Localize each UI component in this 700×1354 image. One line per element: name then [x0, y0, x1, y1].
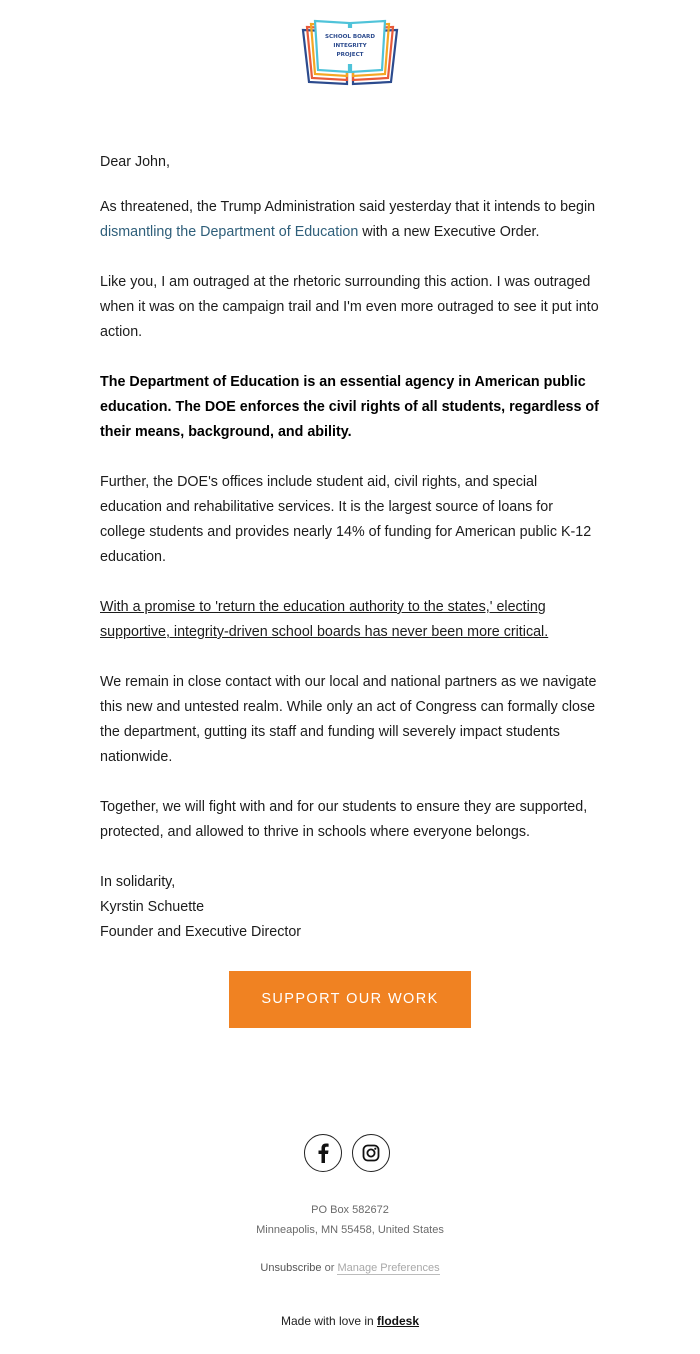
- greeting: Dear John,: [100, 154, 170, 170]
- address-line-1: PO Box 582672: [311, 1204, 389, 1216]
- facebook-icon[interactable]: [304, 1134, 342, 1172]
- logo-text-line-2: INTEGRITY: [333, 43, 367, 49]
- cta-container: [229, 971, 471, 1028]
- manage-preferences-link[interactable]: Manage Preferences: [337, 1262, 440, 1274]
- paragraph-2: Like you, I am outraged at the rhetoric surrounding this action. I was outraged when it was on the campaign trail and I'm even more outraged to see it put into action.: [100, 274, 599, 340]
- made-with-text: Made with love in: [280, 1314, 378, 1328]
- paragraph-6: We remain in close contact with our local and national partners as we navigate this new and untested realm. While only an act of Congress can formally close the department, gutting its staff and funding will severely impact students nationwide.: [100, 674, 597, 765]
- signer-title: Founder and Executive Director: [100, 924, 302, 940]
- paragraph-1: [100, 195, 600, 245]
- logo-text-line-3: PROJECT: [336, 52, 364, 58]
- footer-address: [0, 1200, 700, 1240]
- logo-text-line-1: SCHOOL BOARD: [325, 34, 375, 40]
- paragraph-1-after: with a new Executive Order.: [358, 224, 540, 240]
- school-boards-link[interactable]: With a promise to 'return the education authority to the states,' electing supportive, integrity-driven school boards has never been more critical.: [100, 599, 549, 640]
- paragraph-1-before: As threatened, the Trump Administration said yesterday that it intends to begin: [100, 199, 596, 215]
- unsubscribe-link[interactable]: Unsubscribe: [260, 1262, 322, 1274]
- school-board-integrity-project-logo: [299, 18, 401, 88]
- social-links: [304, 1134, 396, 1174]
- letter-body: [100, 150, 600, 970]
- instagram-icon[interactable]: [352, 1134, 390, 1172]
- signature: [100, 870, 600, 945]
- dismantling-doe-link[interactable]: dismantling the Department of Education: [100, 224, 359, 240]
- paragraph-7: Together, we will fight with and for our students to ensure they are supported, protected, and allowed to thrive in schools where everyone belongs.: [100, 799, 588, 840]
- footer-preferences: [0, 1259, 700, 1277]
- signer-name: Kyrstin Schuette: [100, 899, 205, 915]
- signoff: In solidarity,: [100, 874, 176, 890]
- flodesk-link[interactable]: flodesk: [377, 1314, 420, 1328]
- paragraph-4: Further, the DOE's offices include student aid, civil rights, and special education and rehabilitative services. It is the largest source of loans for college students and provides nearly 14% of funding for American public K-12 education.: [100, 474, 592, 565]
- support-our-work-button[interactable]: SUPPORT OUR WORK: [229, 971, 471, 1028]
- paragraph-3-bold: The Department of Education is an essential agency in American public education. The DOE enforces the civil rights of all students, regardless of their means, background, and ability.: [100, 374, 599, 440]
- or-text: or: [321, 1262, 338, 1274]
- address-line-2: Minneapolis, MN 55458, United States: [256, 1224, 444, 1236]
- paragraph-5: [100, 595, 600, 645]
- made-with-love: [0, 1312, 700, 1330]
